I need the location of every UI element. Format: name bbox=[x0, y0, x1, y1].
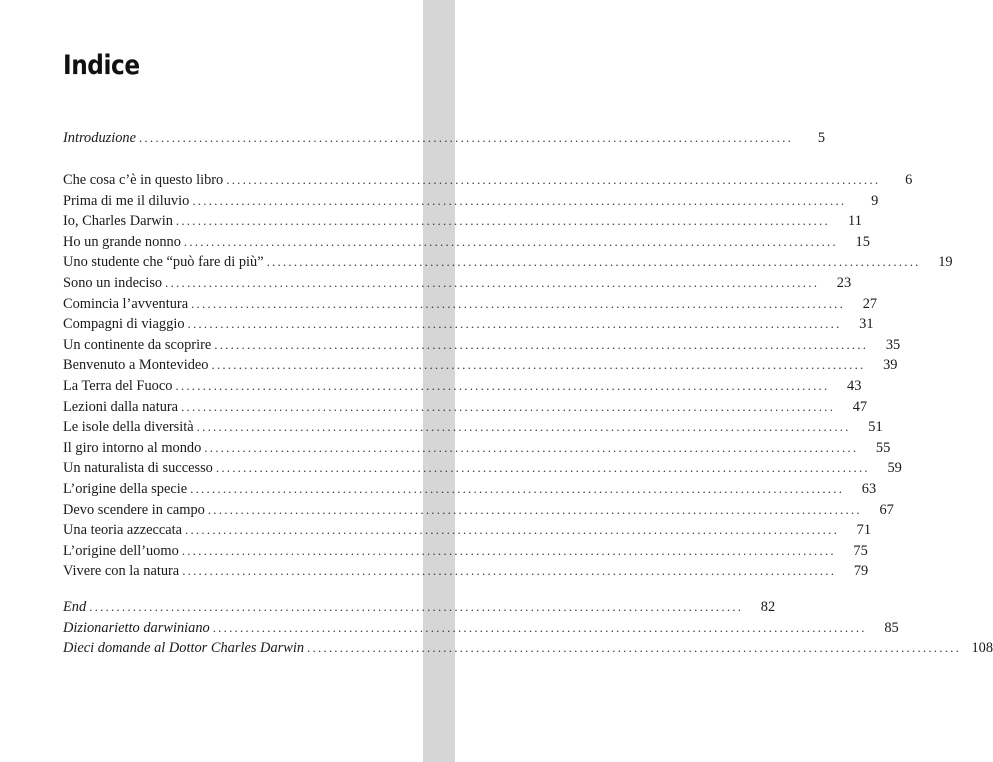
toc-entry-label: La Terra del Fuoco bbox=[63, 378, 173, 394]
dot-leader: ........................................................................................................................ bbox=[191, 295, 846, 311]
toc-entry-chapter[interactable] bbox=[63, 232, 870, 252]
toc-entry-chapter[interactable] bbox=[63, 479, 877, 499]
dot-leader: ........................................................................................................................ bbox=[211, 357, 866, 373]
dot-leader: ........................................................................................................................ bbox=[181, 398, 836, 414]
toc-entry-appendix[interactable] bbox=[63, 597, 776, 617]
toc-entry-page: 63 bbox=[861, 481, 877, 497]
dot-leader: ........................................................................................................................ bbox=[214, 336, 869, 352]
toc-entry-appendix[interactable] bbox=[63, 618, 899, 638]
dot-leader: ........................................................................................................................ bbox=[207, 501, 862, 517]
toc-entry-chapter[interactable] bbox=[63, 170, 913, 190]
toc-entry-chapter[interactable] bbox=[63, 438, 891, 458]
toc-entry-label: Lezioni dalla natura bbox=[63, 398, 179, 415]
toc-entry-page: 55 bbox=[875, 439, 891, 456]
toc-entry-label: Il giro intorno al mondo bbox=[63, 439, 202, 456]
toc-entry-label: Dizionarietto darwiniano bbox=[63, 619, 210, 636]
toc-entry-chapter[interactable] bbox=[63, 294, 878, 314]
toc-entry-label: Le isole della diversità bbox=[63, 419, 194, 436]
toc-entry-label: L’origine dell’uomo bbox=[63, 542, 179, 559]
toc-entry-page: 47 bbox=[852, 398, 868, 415]
toc-entry-page: 5 bbox=[817, 130, 826, 146]
toc-entry-label: Comincia l’avventura bbox=[63, 295, 189, 312]
toc-entry-label: Ho un grande nonno bbox=[63, 233, 181, 250]
toc-entry-label: Devo scendere in campo bbox=[63, 501, 205, 518]
toc-entry-label: Introduzione bbox=[63, 130, 137, 146]
toc-entry-page: 79 bbox=[853, 563, 869, 580]
toc-entry-page: 27 bbox=[862, 295, 878, 312]
toc-entry-label: End bbox=[63, 599, 87, 615]
toc-entry-chapter[interactable] bbox=[63, 397, 868, 417]
dot-leader: ........................................................................................................................ bbox=[175, 378, 830, 393]
toc-entry-page: 15 bbox=[855, 233, 870, 250]
dot-leader: ........................................................................................................................ bbox=[190, 481, 845, 496]
toc-entry-label: Uno studente che “può fare di più” bbox=[63, 254, 264, 271]
toc-entry-label: Benvenuto a Montevideo bbox=[63, 357, 209, 374]
dot-leader: ........................................................................................................................ bbox=[187, 316, 842, 332]
toc-entry-page: 85 bbox=[884, 619, 899, 636]
toc-entry-chapter[interactable] bbox=[63, 541, 868, 561]
toc-entry-chapter[interactable] bbox=[63, 314, 874, 334]
toc-entry-chapter[interactable] bbox=[63, 417, 883, 437]
page-title: Indice bbox=[63, 50, 140, 81]
toc-entry-chapter[interactable] bbox=[63, 520, 872, 540]
toc-entry-label: Prima di me il diluvio bbox=[63, 192, 190, 209]
toc-entry-page: 67 bbox=[879, 501, 894, 518]
toc-entry-chapter[interactable] bbox=[63, 500, 894, 520]
toc-entry-page: 71 bbox=[856, 522, 872, 539]
toc-entry-chapter[interactable] bbox=[63, 211, 862, 231]
dot-leader: ........................................................................................................................ bbox=[182, 563, 837, 579]
dot-leader: ........................................................................................................................ bbox=[307, 640, 962, 656]
toc-entry-chapter[interactable] bbox=[63, 252, 953, 272]
dot-leader: ........................................................................................................................ bbox=[181, 542, 836, 558]
toc-entry-page: 75 bbox=[853, 542, 868, 559]
toc-entry-page: 11 bbox=[848, 213, 862, 230]
toc-entry-chapter[interactable] bbox=[63, 561, 869, 581]
dot-leader: ........................................................................................................................ bbox=[89, 599, 744, 614]
dot-leader: ........................................................................................................................ bbox=[175, 213, 830, 229]
dot-leader: ........................................................................................................................ bbox=[266, 254, 921, 270]
toc-entry-page: 35 bbox=[885, 336, 901, 353]
dot-leader: ........................................................................................................................ bbox=[196, 419, 851, 435]
toc-entry-chapter[interactable] bbox=[63, 376, 862, 396]
toc-entry-label: L’origine della specie bbox=[63, 481, 188, 497]
dot-leader: ........................................................................................................................ bbox=[204, 439, 859, 455]
dot-leader: ........................................................................................................................ bbox=[185, 522, 840, 538]
toc-entry-label: Io, Charles Darwin bbox=[63, 213, 173, 230]
toc-entry-page: 108 bbox=[971, 640, 993, 657]
toc-entry-page: 31 bbox=[859, 316, 874, 333]
dot-leader: ........................................................................................................................ bbox=[183, 233, 838, 249]
toc-entry-page: 51 bbox=[868, 419, 883, 436]
toc-entry-page: 82 bbox=[760, 599, 776, 615]
toc-entry-page: 19 bbox=[938, 254, 953, 271]
toc-entry-chapter[interactable] bbox=[63, 458, 902, 478]
toc-entry-page: 59 bbox=[887, 460, 902, 477]
toc-entry-chapter[interactable] bbox=[63, 335, 901, 355]
dot-leader: ........................................................................................................................ bbox=[139, 130, 794, 145]
toc-entry-label: Che cosa c’è in questo libro bbox=[63, 172, 224, 188]
toc-entry-appendix[interactable] bbox=[63, 638, 993, 658]
toc-entry-page: 43 bbox=[847, 378, 862, 394]
dot-leader: ........................................................................................................................ bbox=[226, 172, 881, 187]
toc-entry-chapter[interactable] bbox=[63, 191, 879, 211]
toc-entry-label: Compagni di viaggio bbox=[63, 316, 185, 333]
dot-leader: ........................................................................................................................ bbox=[212, 619, 867, 635]
toc-entry-label: Un naturalista di successo bbox=[63, 460, 213, 477]
dot-leader: ........................................................................................................................ bbox=[192, 192, 847, 208]
toc-entry-intro[interactable] bbox=[63, 128, 826, 148]
toc-entry-label: Una teoria azzeccata bbox=[63, 522, 183, 539]
toc-entry-page: 39 bbox=[883, 357, 898, 374]
toc-entry-label: Dieci domande al Dottor Charles Darwin bbox=[63, 640, 305, 657]
toc-entry-chapter[interactable] bbox=[63, 355, 898, 375]
dot-leader: ........................................................................................................................ bbox=[215, 460, 870, 476]
toc-entry-label: Vivere con la natura bbox=[63, 563, 180, 580]
toc-entry-page: 23 bbox=[836, 275, 852, 291]
toc-entry-label: Sono un indeciso bbox=[63, 275, 163, 291]
toc-entry-page: 9 bbox=[871, 192, 879, 209]
toc-entry-page: 6 bbox=[905, 172, 913, 188]
toc-entry-label: Un continente da scoprire bbox=[63, 336, 212, 353]
dot-leader: ........................................................................................................................ bbox=[165, 275, 820, 290]
toc-entry-chapter[interactable] bbox=[63, 273, 852, 293]
